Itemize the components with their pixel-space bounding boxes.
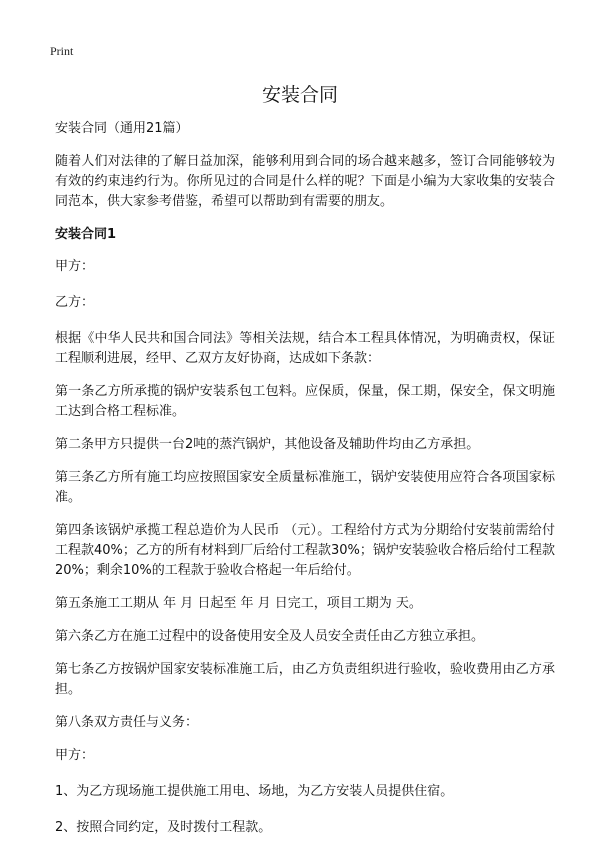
duty-item-1: 1、为乙方现场施工提供施工用电、场地，为乙方安装人员提供住宿。 [55, 784, 454, 799]
clause-7: 第七条乙方按锅炉国家安装标准施工后，由乙方负责组织进行验收，验收费用由乙方承担。 [55, 662, 555, 697]
clause-4: 第四条该锅炉承揽工程总造价为人民币 （元）。工程给付方式为分期给付安装前需给付工程款40%；乙方的所有材料到厂后给付工程款30%；锅炉安装验收合格后给付工程款20%；剩余10%的工程款于验收合格起一年后给付。 [55, 523, 555, 578]
clause-6: 第六条乙方在施工过程中的设备使用安全及人员安全责任由乙方独立承担。 [55, 629, 485, 644]
preamble-paragraph: 根据《中华人民共和国合同法》等相关法规，结合本工程具体情况，为明确责权，保证工程顺利进展，经甲、乙双方友好协商，达成如下条款： [55, 331, 555, 366]
clause-1: 第一条乙方所承揽的锅炉安装系包工包料。应保质，保量，保工期，保安全，保文明施工达到合格工程标准。 [55, 384, 555, 419]
document-title: 安装合同 [261, 84, 338, 106]
party-a-label: 甲方： [55, 259, 95, 274]
document-body [55, 119, 555, 851]
clause-2: 第二条甲方只提供一台2吨的蒸汽锅炉，其他设备及辅助件均由乙方承担。 [55, 437, 480, 452]
clause-8: 第八条双方责任与义务： [55, 715, 199, 730]
clause-5: 第五条施工工期从 年 月 日起至 年 月 日完工，项目工期为 天。 [55, 596, 422, 611]
duties-party-a-label: 甲方： [55, 748, 95, 763]
intro-paragraph: 随着人们对法律的了解日益加深，能够利用到合同的场合越来越多，签订合同能够较为有效的约束违约行为。你所见过的合同是什么样的呢？下面是小编为大家收集的安装合同范本，供大家参考借鉴，希望可以帮助到有需要的朋友。 [55, 154, 555, 209]
subtitle: 安装合同（通用21篇） [55, 121, 189, 136]
duty-item-2: 2、按照合同约定，及时拨付工程款。 [55, 820, 272, 835]
party-b-label: 乙方： [55, 295, 95, 310]
section-heading: 安装合同1 [55, 227, 117, 242]
clause-3: 第三条乙方所有施工均应按照国家安全质量标准施工，锅炉安装使用应符合各项国家标准。 [55, 470, 555, 505]
print-link[interactable]: Print [50, 44, 74, 58]
